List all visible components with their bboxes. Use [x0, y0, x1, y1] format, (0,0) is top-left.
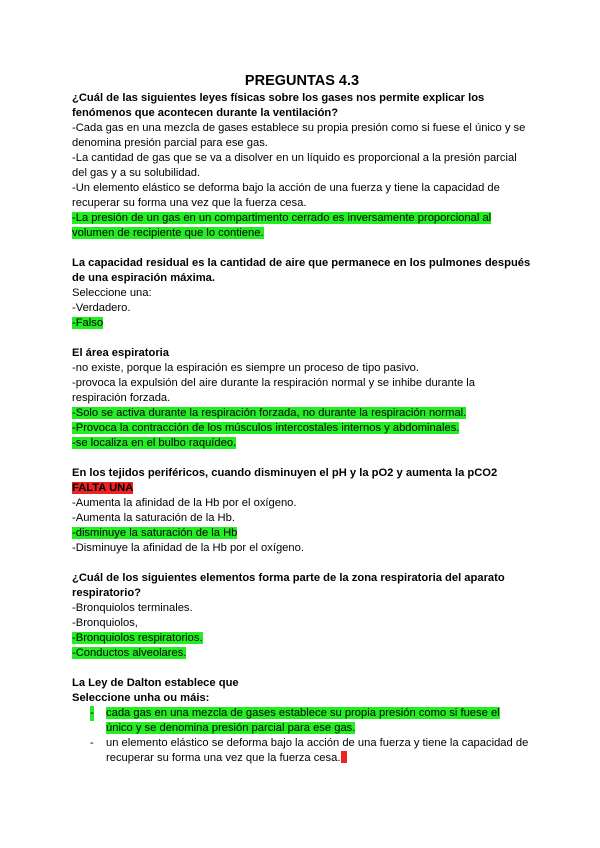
option-text: un elemento elástico se deforma bajo la acción de una fuerza y tiene la capacidad de: [106, 737, 529, 749]
correct-answer: [72, 316, 532, 331]
option-text: -Cada gas en una mezcla de gases establece su propia presión como si fuese el único y se denomina presión parcial para ese gas.: [72, 122, 526, 149]
option-text: -Bronquiolos terminales.: [72, 602, 193, 614]
bullet-dash: -: [90, 707, 94, 719]
question-text: El área espiratoria: [72, 347, 170, 359]
question-text: La Ley de Dalton establece que: [72, 677, 239, 689]
correct-answer: [72, 211, 532, 241]
correct-answer: [72, 406, 532, 421]
answer-highlight: volumen de recipiente que lo contiene.: [72, 227, 264, 239]
list-item: [72, 706, 532, 736]
answer-highlight: -La presión de un gas en un compartimento cerrado es inversamente proporcional al: [72, 212, 492, 224]
question-block-5: [72, 571, 532, 661]
correct-answer: [72, 436, 532, 451]
answer-highlight: -Falso: [72, 317, 104, 329]
option-text: -Aumenta la afinidad de la Hb por el oxígeno.: [72, 497, 297, 509]
option-text: -Bronquiolos,: [72, 617, 138, 629]
question-text: En los tejidos periféricos, cuando disminuyen el pH y la pO2 y aumenta la pCO2: [72, 467, 498, 479]
question-block-6: [72, 676, 532, 766]
option-text: recuperar su forma una vez que la fuerza cesa.: [106, 752, 341, 764]
question-text: ¿Cuál de las siguientes leyes físicas sobre los gases nos permite explicar los fenómenos que acontecen durante la ventilación?: [72, 92, 485, 119]
list-item: [72, 736, 532, 766]
select-prompt: Seleccione unha ou máis:: [72, 692, 210, 704]
question-text: ¿Cuál de los siguientes elementos forma parte de la zona respiratoria del aparato respiratorio?: [72, 572, 505, 599]
correct-answer: [72, 646, 532, 661]
answer-highlight: único y se denomina presión parcial para ese gas.: [106, 722, 356, 734]
question-block-1: [72, 91, 532, 241]
answer-highlight: -Conductos alveolares.: [72, 647, 187, 659]
correct-answer: [72, 526, 532, 541]
document-page: [72, 72, 532, 766]
answer-highlight: cada gas en una mezcla de gases establece su propia presión como si fuese el: [106, 707, 500, 719]
option-text: -Aumenta la saturación de la Hb.: [72, 512, 235, 524]
missing-flag: FALTA UNA: [72, 482, 134, 494]
correct-answer: [72, 421, 532, 436]
question-block-4: [72, 466, 532, 556]
answer-highlight: -Solo se activa durante la respiración forzada, no durante la respiración normal.: [72, 407, 467, 419]
page-title: PREGUNTAS 4.3: [244, 73, 360, 89]
question-block-2: [72, 256, 532, 331]
answer-highlight: -Provoca la contracción de los músculos intercostales internos y abdominales.: [72, 422, 460, 434]
option-text: -Un elemento elástico se deforma bajo la acción de una fuerza y tiene la capacidad de recuperar su forma una vez que la fuerza cesa.: [72, 182, 500, 209]
option-text: -Disminuye la afinidad de la Hb por el oxígeno.: [72, 542, 304, 554]
question-text: La capacidad residual es la cantidad de aire que permanece en los pulmones después de una espiración máxima.: [72, 257, 531, 284]
red-marker: [341, 751, 347, 763]
option-text: -provoca la expulsión del aire durante la respiración normal y se inhibe durante la respiración forzada.: [72, 377, 475, 404]
flag-line: [72, 481, 532, 496]
option-text: -La cantidad de gas que se va a disolver en un líquido es proporcional a la presión parcial del gas y a su solubilidad.: [72, 152, 517, 179]
answer-list: [72, 706, 532, 766]
answer-highlight: -Bronquiolos respiratorios.: [72, 632, 203, 644]
bullet-dash: -: [90, 737, 94, 749]
question-block-3: [72, 346, 532, 451]
option-text: -Verdadero.: [72, 302, 131, 314]
select-prompt: Seleccione una:: [72, 287, 152, 299]
option-text: -no existe, porque la espiración es siempre un proceso de tipo pasivo.: [72, 362, 420, 374]
answer-highlight: -se localiza en el bulbo raquídeo.: [72, 437, 237, 449]
answer-highlight: -disminuye la saturación de la Hb: [72, 527, 238, 539]
correct-answer: [72, 631, 532, 646]
